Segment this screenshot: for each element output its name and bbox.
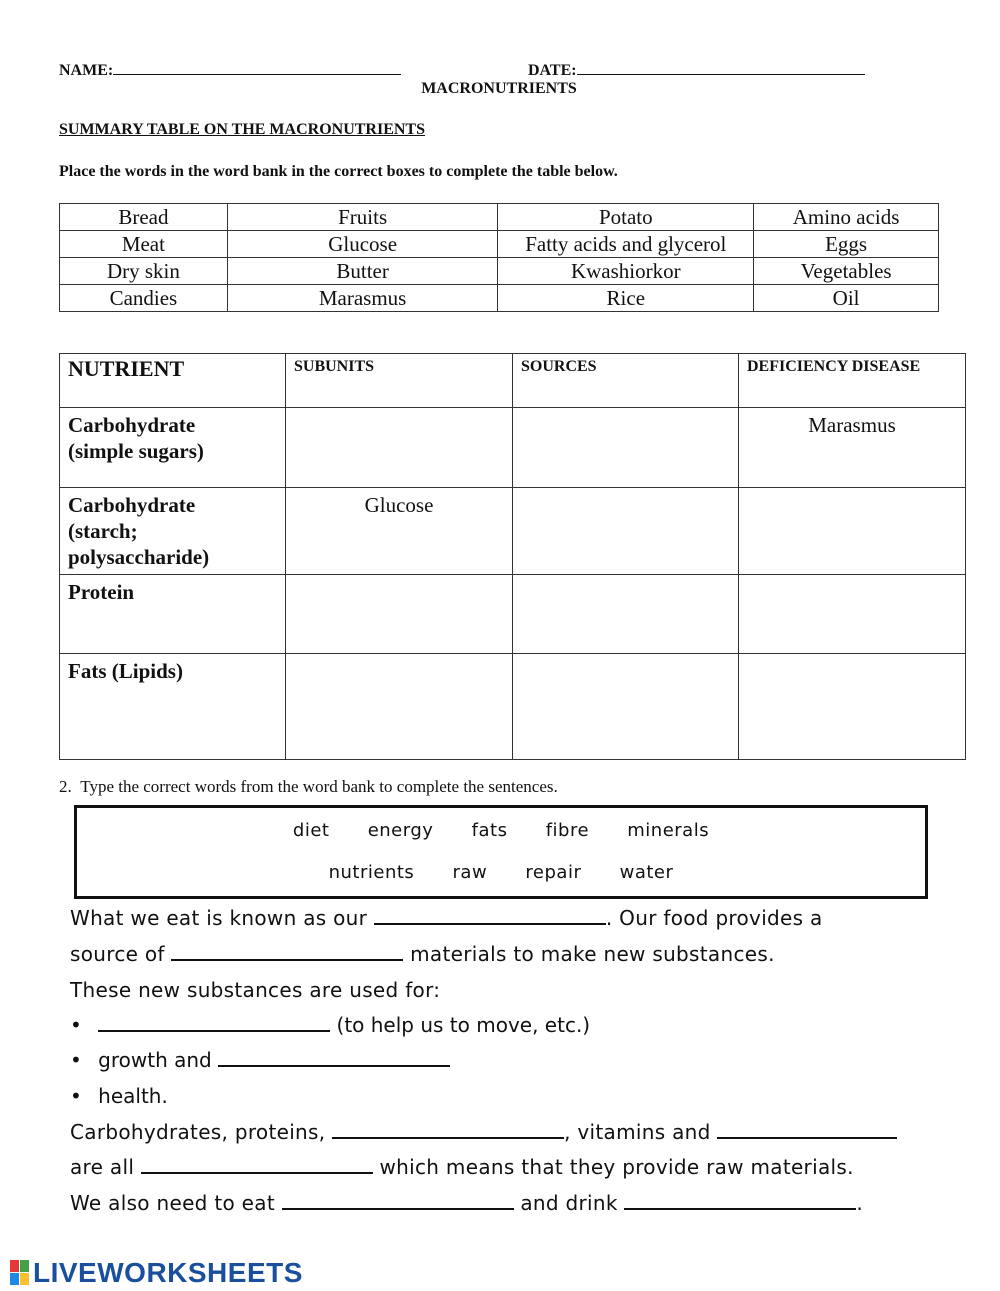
word-bank-cell[interactable]: Meat bbox=[60, 231, 228, 258]
name-label: NAME: bbox=[59, 62, 114, 79]
table-row bbox=[60, 488, 966, 575]
sentence-line-1 bbox=[70, 906, 823, 930]
logo-mark-icon bbox=[10, 1260, 30, 1286]
word-bank-word: minerals bbox=[627, 820, 710, 841]
nutrient-name: Fats (Lipids) bbox=[68, 659, 183, 683]
sentence-line-6 bbox=[70, 1191, 863, 1215]
word-bank-word: water bbox=[619, 862, 674, 883]
sources-dropzone[interactable] bbox=[513, 654, 739, 760]
instruction-text: Place the words in the word bank in the correct boxes to complete the table below. bbox=[59, 163, 618, 180]
sentence-text: and drink bbox=[520, 1191, 618, 1215]
nutrient-label bbox=[60, 654, 286, 760]
word-bank-cell[interactable]: Fatty acids and glycerol bbox=[498, 231, 754, 258]
nutrient-name: Protein bbox=[68, 580, 135, 604]
header-subunits: SUBUNITS bbox=[286, 354, 513, 408]
sentence-text: What we eat is known as our bbox=[70, 906, 368, 930]
subunits-dropzone[interactable] bbox=[286, 654, 513, 760]
bullet-item-2 bbox=[70, 1048, 450, 1072]
word-bank-word: energy bbox=[367, 820, 434, 841]
nutrient-detail: (simple sugars) bbox=[68, 439, 204, 463]
sentence-text: materials to make new substances. bbox=[410, 942, 775, 966]
word-bank-table bbox=[59, 203, 939, 312]
deficiency-dropzone[interactable] bbox=[739, 654, 966, 760]
section-title: SUMMARY TABLE ON THE MACRONUTRIENTS bbox=[59, 121, 425, 138]
answer-blank[interactable] bbox=[141, 1156, 373, 1174]
word-bank-cell[interactable]: Candies bbox=[60, 285, 228, 312]
sources-dropzone[interactable] bbox=[513, 488, 739, 575]
page-title: MACRONUTRIENTS bbox=[421, 80, 577, 97]
nutrient-label bbox=[60, 575, 286, 654]
sources-dropzone[interactable] bbox=[513, 575, 739, 654]
word-bank-cell[interactable]: Eggs bbox=[754, 231, 939, 258]
nutrient-name: Carbohydrate bbox=[68, 413, 196, 437]
answer-blank[interactable] bbox=[717, 1121, 897, 1139]
word-bank-cell[interactable]: Butter bbox=[227, 258, 498, 285]
sentence-text: (to help us to move, etc.) bbox=[336, 1013, 591, 1037]
word-bank-row-1 bbox=[77, 820, 925, 841]
sentence-line-5 bbox=[70, 1155, 854, 1179]
subunits-dropzone[interactable] bbox=[286, 575, 513, 654]
question-text: Type the correct words from the word bank to complete the sentences. bbox=[80, 777, 558, 796]
nutrient-name: Carbohydrate bbox=[68, 493, 196, 517]
word-bank-cell[interactable]: Kwashiorkor bbox=[498, 258, 754, 285]
bullet-dot: • bbox=[70, 1013, 82, 1037]
sentence-text: We also need to eat bbox=[70, 1191, 275, 1215]
sentence-text: source of bbox=[70, 942, 165, 966]
word-bank-cell[interactable]: Oil bbox=[754, 285, 939, 312]
deficiency-dropzone[interactable] bbox=[739, 575, 966, 654]
word-bank-cell[interactable]: Vegetables bbox=[754, 258, 939, 285]
word-bank-cell[interactable]: Glucose bbox=[227, 231, 498, 258]
date-field-row bbox=[528, 60, 865, 80]
word-bank-word: diet bbox=[292, 820, 330, 841]
liveworksheets-logo[interactable] bbox=[10, 1258, 303, 1288]
sentence-text: growth and bbox=[98, 1048, 212, 1072]
table-row bbox=[60, 408, 966, 488]
word-bank-word: raw bbox=[452, 862, 488, 883]
header-deficiency: DEFICIENCY DISEASE bbox=[739, 354, 966, 408]
name-field-row bbox=[59, 60, 401, 80]
sentence-text: , vitamins and bbox=[564, 1120, 711, 1144]
answer-blank[interactable] bbox=[332, 1121, 564, 1139]
word-bank-row-2 bbox=[77, 862, 925, 883]
bullet-item-3 bbox=[70, 1084, 168, 1108]
sentence-line-2 bbox=[70, 942, 775, 966]
sentence-text: . bbox=[856, 1191, 864, 1215]
word-bank-row bbox=[60, 285, 939, 312]
nutrient-detail: polysaccharide) bbox=[68, 545, 210, 569]
answer-blank[interactable] bbox=[98, 1014, 330, 1032]
sentence-text: are all bbox=[70, 1155, 135, 1179]
word-bank-row bbox=[60, 204, 939, 231]
bullet-dot: • bbox=[70, 1048, 82, 1072]
word-bank-word: nutrients bbox=[328, 862, 415, 883]
summary-table bbox=[59, 353, 966, 760]
summary-header-row bbox=[60, 354, 966, 408]
sentence-line-4 bbox=[70, 1120, 897, 1144]
word-bank-row bbox=[60, 258, 939, 285]
sentence-text: Carbohydrates, proteins, bbox=[70, 1120, 326, 1144]
date-label: DATE: bbox=[528, 62, 577, 79]
word-bank-cell[interactable]: Bread bbox=[60, 204, 228, 231]
word-bank-cell[interactable]: Amino acids bbox=[754, 204, 939, 231]
header-sources: SOURCES bbox=[513, 354, 739, 408]
word-bank-word: fats bbox=[471, 820, 508, 841]
table-row bbox=[60, 654, 966, 760]
bullet-dot: • bbox=[70, 1084, 82, 1108]
word-bank-word: repair bbox=[525, 862, 582, 883]
name-blank[interactable] bbox=[113, 60, 401, 75]
word-bank-row bbox=[60, 231, 939, 258]
word-bank-cell[interactable]: Marasmus bbox=[227, 285, 498, 312]
deficiency-dropzone[interactable]: Marasmus bbox=[739, 408, 966, 488]
sentence-text: which means that they provide raw materials. bbox=[379, 1155, 854, 1179]
sources-dropzone[interactable] bbox=[513, 408, 739, 488]
deficiency-dropzone[interactable] bbox=[739, 488, 966, 575]
word-bank-cell[interactable]: Rice bbox=[498, 285, 754, 312]
subunits-dropzone[interactable]: Glucose bbox=[286, 488, 513, 575]
answer-blank[interactable] bbox=[374, 907, 606, 925]
word-bank-cell[interactable]: Dry skin bbox=[60, 258, 228, 285]
question-2-prompt bbox=[59, 777, 558, 797]
sentence-text: health. bbox=[98, 1084, 168, 1108]
answer-blank[interactable] bbox=[624, 1192, 856, 1210]
logo-text: LIVEWORKSHEETS bbox=[33, 1257, 303, 1288]
word-bank-cell[interactable]: Potato bbox=[498, 204, 754, 231]
bullet-item-1 bbox=[70, 1013, 590, 1037]
nutrient-label bbox=[60, 488, 286, 575]
date-blank[interactable] bbox=[577, 60, 865, 75]
question-number: 2. bbox=[59, 777, 72, 796]
header-nutrient: NUTRIENT bbox=[60, 354, 286, 408]
subunits-dropzone[interactable] bbox=[286, 408, 513, 488]
sentence-line-3: These new substances are used for: bbox=[70, 978, 441, 1002]
sentence-text: . Our food provides a bbox=[605, 906, 823, 930]
table-row bbox=[60, 575, 966, 654]
answer-blank[interactable] bbox=[171, 943, 403, 961]
nutrient-label bbox=[60, 408, 286, 488]
answer-blank[interactable] bbox=[218, 1049, 450, 1067]
word-bank-cell[interactable]: Fruits bbox=[227, 204, 498, 231]
answer-blank[interactable] bbox=[282, 1192, 514, 1210]
word-bank-word: fibre bbox=[545, 820, 590, 841]
nutrient-detail: (starch; bbox=[68, 519, 138, 543]
word-bank-box bbox=[74, 805, 928, 899]
